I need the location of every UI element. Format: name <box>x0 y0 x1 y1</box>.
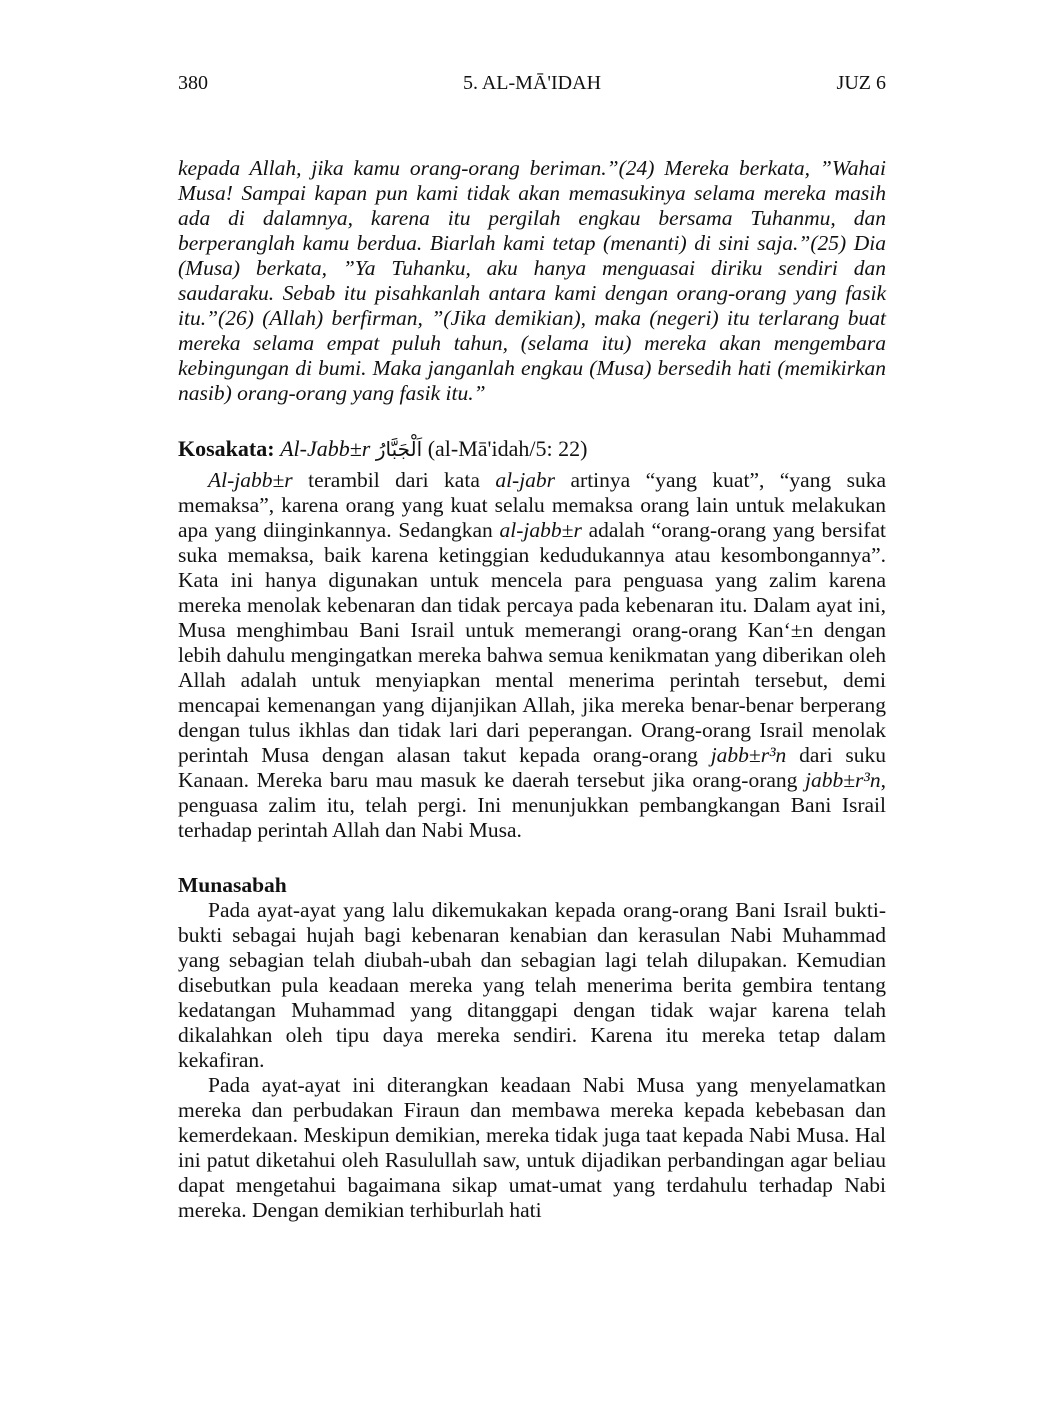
term-aljabbar-2: al-jabb±r <box>499 518 582 542</box>
munasabah-paragraph-1: Pada ayat-ayat yang lalu dikemukakan kepada orang-orang Bani Israil bukti-bukti sebagai hujah bagi kebenaran kenabian dan kerasulan Nabi Muhammad yang sebagian telah diubah-ubah dan sebagian lagi telah dilupakan. Kemudian disebutkan pula keadaan mereka yang telah menerima berita gembira tentang kedatangan Muhammad yang ditanggapi dengan tidak wajar karena telah dikalahkan oleh tipu daya mereka sendiri. Karena itu mereka tetap dalam kekafiran. <box>178 898 886 1072</box>
kosakata-paragraph <box>178 468 886 843</box>
kosakata-arabic: اَلْجَبَّارُ <box>375 437 423 461</box>
verse-translation: kepada Allah, jika kamu orang-orang beriman.”(24) Mereka berkata, ”Wahai Musa! Sampai kapan pun kami tidak akan memasukinya selama mereka masih ada di dalamnya, karena itu pergilah engkau bersama Tuhanmu, dan berperanglah kamu berdua. Biarlah kami tetap (menanti) di sini saja.”(25) Dia (Musa) berkata, ”Ya Tuhanku, aku hanya menguasai diriku sendiri dan saudaraku. Sebab itu pisahkanlah antara kami dengan orang-orang yang fasik itu.”(26) (Allah) berfirman, ”(Jika demikian), maka (negeri) itu terlarang buat mereka selama empat puluh tahun, (selama itu) mereka akan mengembara kebingungan di bumi. Maka janganlah engkau (Musa) bersedih hati (memikirkan nasib) orang-orang yang fasik itu.” <box>178 156 886 405</box>
page-header <box>178 72 886 102</box>
page-body <box>178 156 886 1223</box>
kosakata-heading <box>178 436 886 462</box>
text-segment: , penguasa zalim itu, telah pergi. Ini menunjukkan pembangkangan Bani Israil terhadap perintah Allah dan Nabi Musa. <box>178 768 886 842</box>
term-jabbarun: jabb±r³n <box>710 743 787 767</box>
term-aljabbar: Al-jabb±r <box>208 468 293 492</box>
kosakata-term: Al-Jabb±r <box>280 436 371 461</box>
munasabah-paragraph-2: Pada ayat-ayat ini diterangkan keadaan Nabi Musa yang menyelamatkan mereka dan perbudakan Firaun dan membawa mereka kepada kebebasan dan kemerdekaan. Meskipun demikian, mereka tidak juga taat kepada Nabi Musa. Hal ini patut diketahui oleh Rasulullah saw, untuk dijadikan perbandingan agar beliau dapat mengetahui bagaimana sikap umat-umat yang terdahulu terhadap Nabi mereka. Dengan demikian terhiburlah hati <box>178 1073 886 1222</box>
page-number: 380 <box>178 72 208 94</box>
text-segment: adalah “orang-orang yang bersifat suka memaksa, baik karena ketinggian kedudukannya atau kesombongannya”. Kata ini hanya digunakan untuk mencela para penguasa yang zalim karena mereka menolak kebenaran dan tidak percaya pada kebenaran itu. Dalam ayat ini, Musa menghimbau Bani Israil untuk memerangi orang-orang Kan‘±n dengan lebih dahulu mengingatkan mereka bahwa semua kenikmatan yang diberikan oleh Allah adalah untuk menyiapkan mental menerima perintah tersebut, demi mencapai kemenangan yang dijanjikan Allah, jika mereka benar-benar berperang dengan tulus ikhlas dan tidak lari dari peperangan. Orang-orang Israil menolak perintah Musa dengan alasan takut kepada orang-orang <box>178 518 886 767</box>
term-jabbarun-2: jabb±r³n <box>805 768 881 792</box>
kosakata-label: Kosakata: <box>178 436 275 461</box>
text-segment: dari suku Kanaan. Mereka baru mau masuk ke daerah tersebut jika orang-orang <box>178 743 886 792</box>
munasabah-heading: Munasabah <box>178 873 287 897</box>
kosakata-reference: (al-Mā'idah/5: 22) <box>427 436 588 461</box>
juz-label: JUZ 6 <box>836 72 886 94</box>
text-segment: artinya “yang kuat”, “yang suka memaksa”, karena orang yang kuat selalu memaksa orang lain untuk melakukan apa yang diinginkannya. Sedangkan <box>178 468 886 542</box>
text-segment: terambil dari kata <box>292 468 496 492</box>
term-aljabr: al-jabr <box>495 468 556 492</box>
chapter-title: 5. AL-MĀ'IDAH <box>462 72 602 94</box>
